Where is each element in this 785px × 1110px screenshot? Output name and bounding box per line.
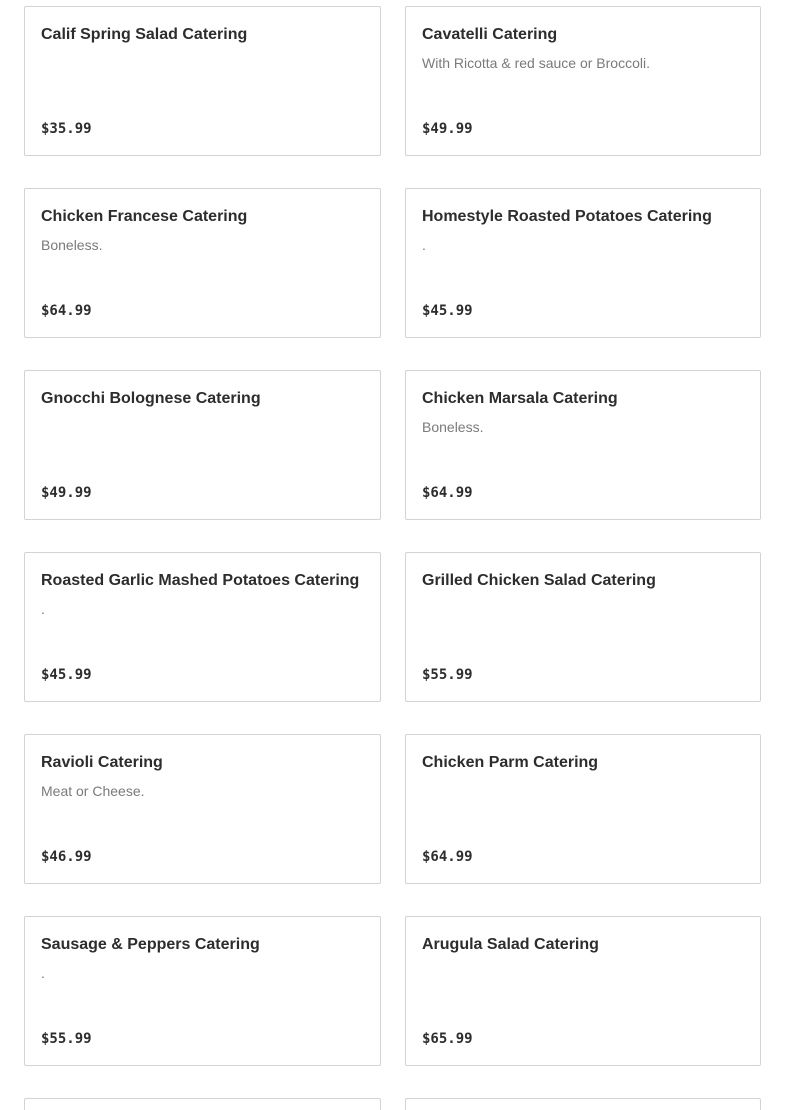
menu-item-card[interactable] (405, 6, 761, 156)
item-name: Chicken Francese Catering (41, 208, 248, 225)
item-name: Roasted Garlic Mashed Potatoes Catering (41, 572, 360, 589)
menu-item-card[interactable] (405, 734, 761, 884)
item-price: $35.99 (41, 121, 92, 137)
item-name: Calif Spring Salad Catering (41, 26, 248, 43)
item-price: $64.99 (41, 303, 92, 319)
item-price: $64.99 (422, 485, 473, 501)
item-description: With Ricotta & red sauce or Broccoli. (422, 55, 650, 71)
menu-item-card[interactable] (405, 188, 761, 338)
item-description: Boneless. (41, 237, 103, 253)
menu-item-card[interactable] (405, 552, 761, 702)
item-price: $55.99 (422, 667, 473, 683)
item-price: $64.99 (422, 849, 473, 865)
item-price: $45.99 (41, 667, 92, 683)
item-description: . (41, 965, 45, 981)
menu-item-card[interactable] (405, 370, 761, 520)
item-name: Homestyle Roasted Potatoes Catering (422, 208, 712, 225)
item-price: $45.99 (422, 303, 473, 319)
menu-item-card[interactable] (24, 1098, 381, 1110)
menu-item-card[interactable] (24, 552, 381, 702)
item-name: Grilled Chicken Salad Catering (422, 572, 656, 589)
menu-item-grid (24, 6, 761, 1110)
item-price: $49.99 (422, 121, 473, 137)
item-name: Cavatelli Catering (422, 26, 558, 43)
menu-item-card[interactable] (24, 188, 381, 338)
menu-item-card[interactable] (24, 6, 381, 156)
item-name: Arugula Salad Catering (422, 936, 599, 953)
menu-item-card[interactable] (24, 370, 381, 520)
menu-item-card[interactable] (405, 916, 761, 1066)
item-description: Meat or Cheese. (41, 783, 145, 799)
item-price: $55.99 (41, 1031, 92, 1047)
menu-item-card[interactable] (24, 916, 381, 1066)
item-name: Chicken Marsala Catering (422, 390, 618, 407)
item-name: Sausage & Peppers Catering (41, 936, 260, 953)
item-name: Ravioli Catering (41, 754, 163, 771)
menu-item-card[interactable] (405, 1098, 761, 1110)
item-price: $46.99 (41, 849, 92, 865)
item-description: . (41, 601, 45, 617)
item-price: $49.99 (41, 485, 92, 501)
item-description: Boneless. (422, 419, 484, 435)
item-name: Gnocchi Bolognese Catering (41, 390, 261, 407)
menu-item-card[interactable] (24, 734, 381, 884)
item-name: Chicken Parm Catering (422, 754, 599, 771)
item-price: $65.99 (422, 1031, 473, 1047)
item-description: . (422, 237, 426, 253)
